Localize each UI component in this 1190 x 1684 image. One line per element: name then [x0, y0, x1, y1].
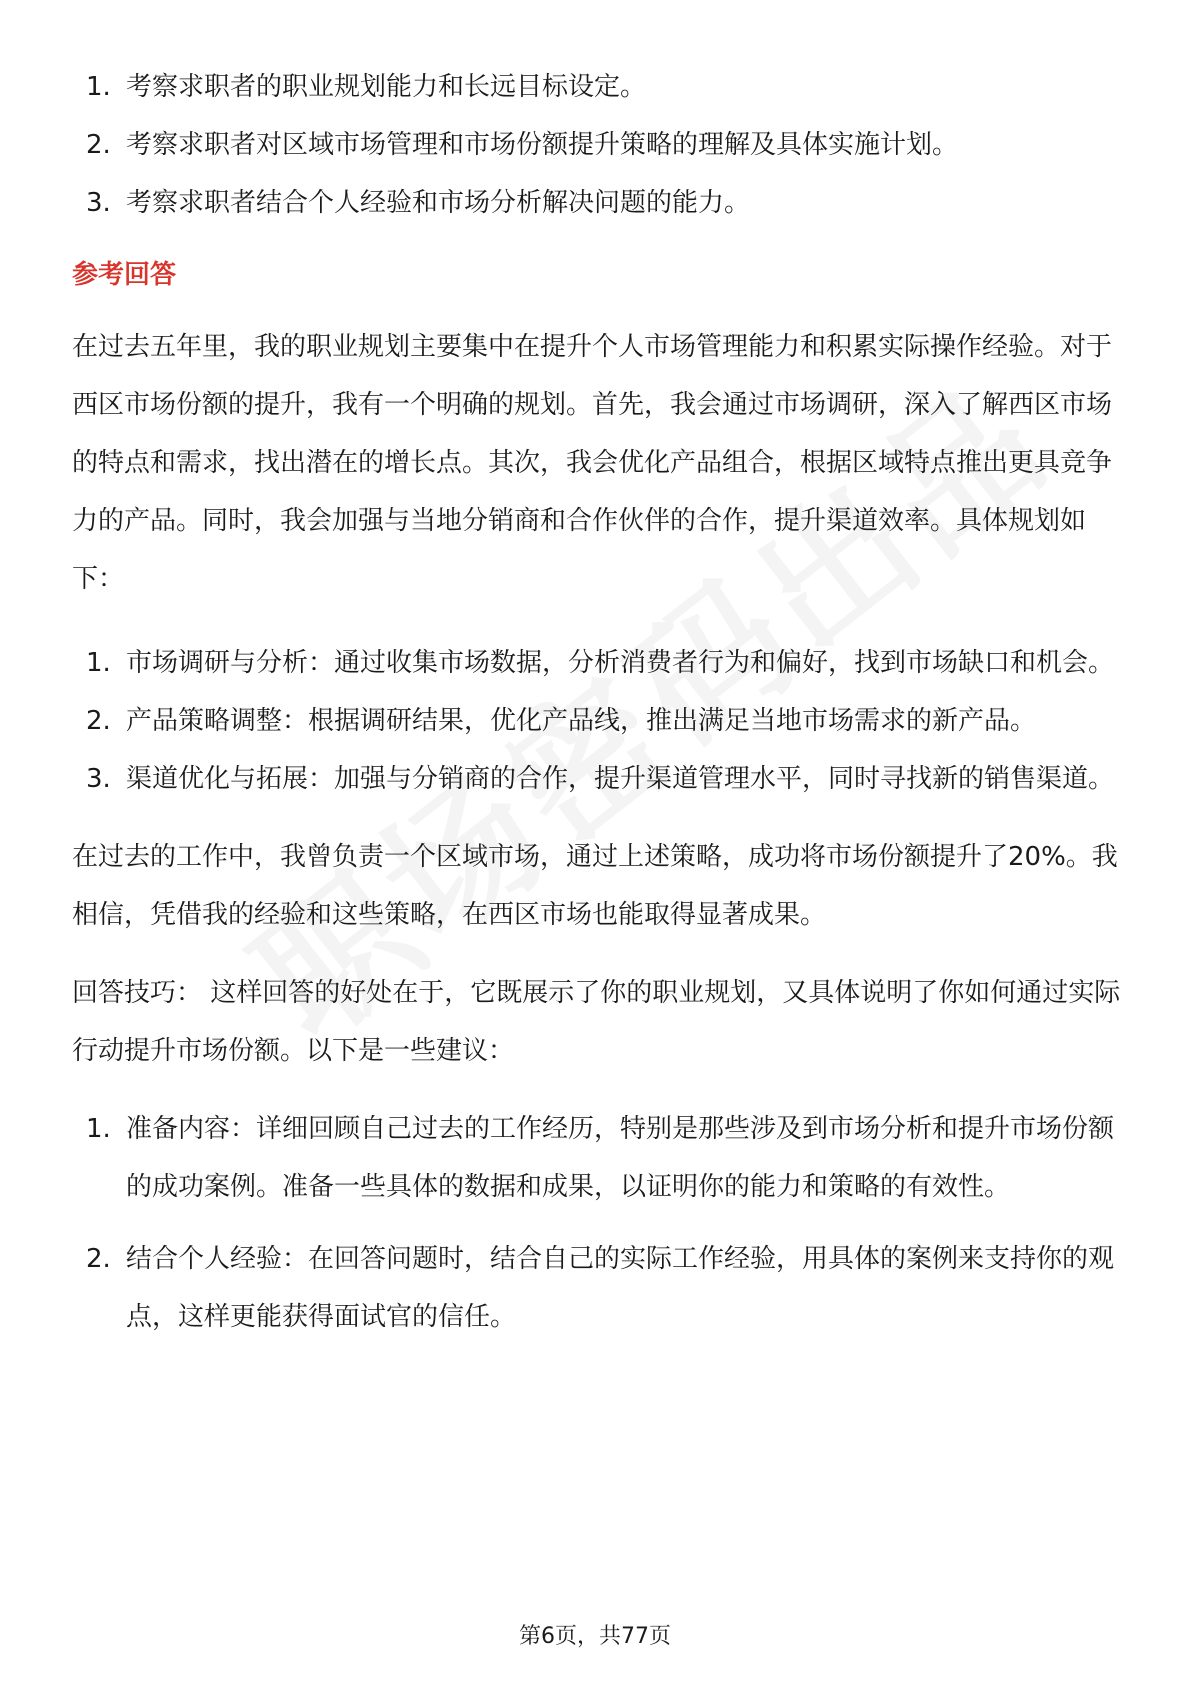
- list-item: [72, 174, 1122, 232]
- page-footer: 第6页，共77页: [519, 1624, 671, 1649]
- experience-paragraph: 在过去的工作中，我曾负责一个区域市场，通过上述策略，成功将市场份额提升了20%。我相信，凭借我的经验和这些策略，在西区市场也能取得显著成果。: [72, 842, 1118, 930]
- list-item-text: 考察求职者结合个人经验和市场分析解决问题的能力。: [126, 188, 751, 218]
- tips-list: [72, 1100, 1122, 1346]
- list-item-text: 考察求职者对区域市场管理和市场份额提升策略的理解及具体实施计划。: [126, 130, 959, 160]
- list-item-text: 渠道优化与拓展：加强与分销商的合作，提升渠道管理水平，同时寻找新的销售渠道。: [126, 764, 1115, 794]
- list-item-text: 产品策略调整：根据调研结果，优化产品线，推出满足当地市场需求的新产品。: [126, 706, 1037, 736]
- section-title: 参考回答: [72, 260, 177, 290]
- list-number: 1.: [86, 648, 111, 678]
- list-item: [72, 58, 1122, 116]
- list-number: 3.: [86, 764, 111, 794]
- list-number: 2.: [86, 706, 111, 736]
- list-item: [72, 1100, 1122, 1216]
- list-number: 2.: [86, 130, 111, 160]
- list-item: [72, 1230, 1122, 1346]
- intro-list: [72, 58, 1122, 232]
- tips-paragraph: 回答技巧： 这样回答的好处在于，它既展示了你的职业规划，又具体说明了你如何通过实际行动提升市场份额。以下是一些建议：: [72, 978, 1121, 1066]
- plan-list: [72, 634, 1122, 808]
- list-item: [72, 692, 1122, 750]
- list-item: [72, 116, 1122, 174]
- list-number: 2.: [86, 1244, 111, 1274]
- page-content: [72, 58, 1122, 1346]
- answer-paragraph: 在过去五年里，我的职业规划主要集中在提升个人市场管理能力和积累实际操作经验。对于西区市场份额的提升，我有一个明确的规划。首先，我会通过市场调研，深入了解西区市场的特点和需求，找出潜在的增长点。其次，我会优化产品组合，根据区域特点推出更具竞争力的产品。同时，我会加强与当地分销商和合作伙伴的合作，提升渠道效率。具体规划如下：: [72, 332, 1113, 594]
- list-item-text: 结合个人经验：在回答问题时，结合自己的实际工作经验，用具体的案例来支持你的观点，这样更能获得面试官的信任。: [126, 1244, 1115, 1332]
- list-item: [72, 634, 1122, 692]
- list-number: 1.: [86, 1114, 111, 1144]
- list-number: 3.: [86, 188, 111, 218]
- list-item: [72, 750, 1122, 808]
- list-item-text: 准备内容：详细回顾自己过去的工作经历，特别是那些涉及到市场分析和提升市场份额的成功案例。准备一些具体的数据和成果，以证明你的能力和策略的有效性。: [126, 1114, 1115, 1202]
- list-number: 1.: [86, 72, 111, 102]
- list-item-text: 市场调研与分析：通过收集市场数据，分析消费者行为和偏好，找到市场缺口和机会。: [126, 648, 1115, 678]
- list-item-text: 考察求职者的职业规划能力和长远目标设定。: [126, 72, 647, 102]
